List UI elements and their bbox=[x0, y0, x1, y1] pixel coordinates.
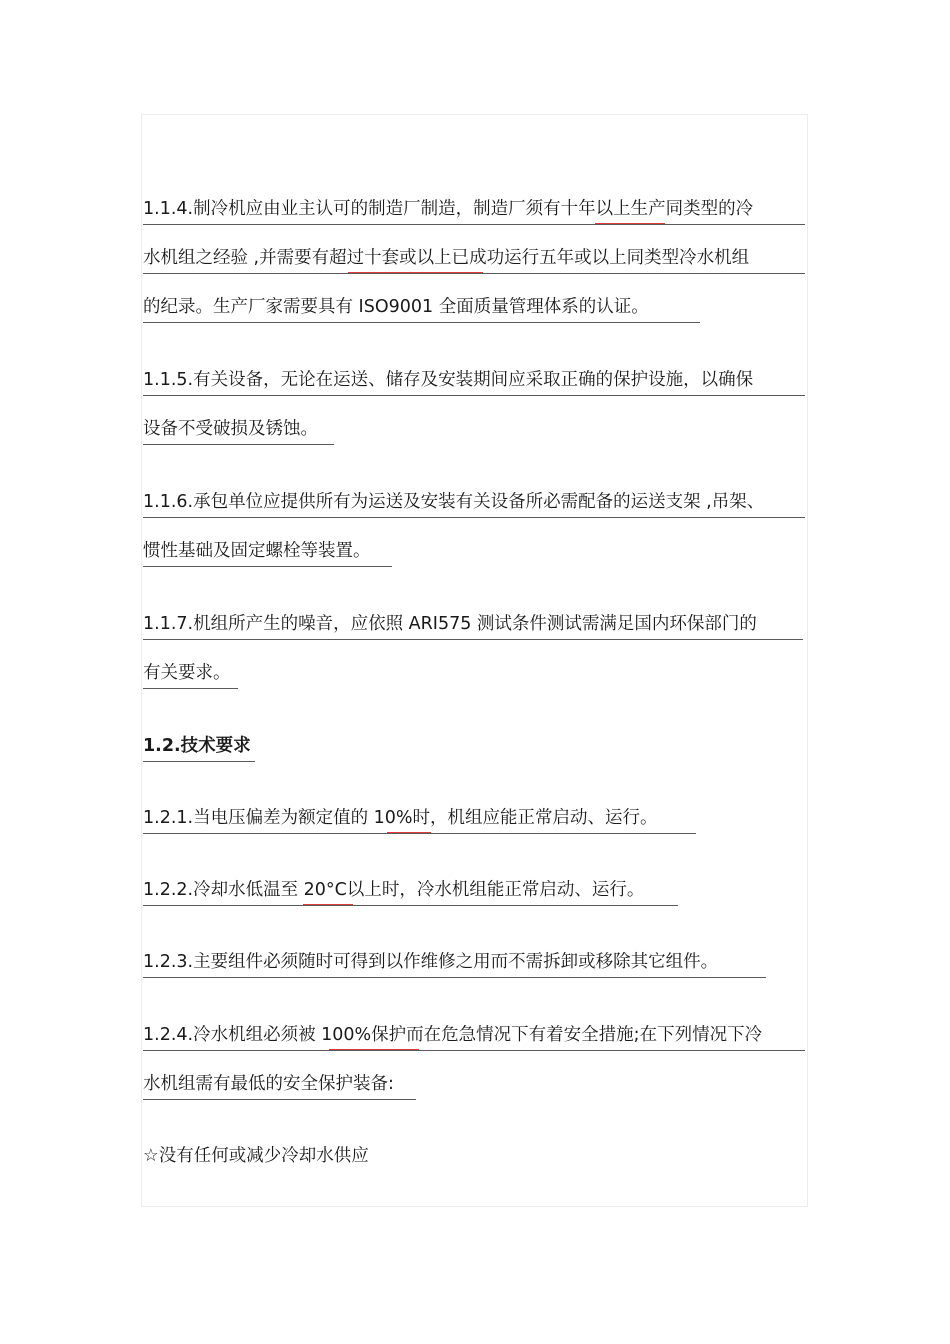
underline bbox=[143, 905, 678, 906]
underline bbox=[143, 395, 805, 396]
para-124-line-2: 水机组需有最低的安全保护装备: bbox=[143, 1074, 394, 1094]
underline bbox=[143, 566, 392, 567]
underline bbox=[143, 761, 255, 762]
underline bbox=[143, 1050, 805, 1051]
para-117-line-1: 1.1.7.机组所产生的噪音，应依照 ARI575 测试条件测试需满足国内环保部门的 bbox=[143, 614, 757, 634]
underline bbox=[143, 688, 238, 689]
para-114-line-2: 水机组之经验 ,并需要有超过十套或以上已成功运行五年或以上同类型冷水机组 bbox=[143, 248, 750, 268]
para-121: 1.2.1.当电压偏差为额定值的 10%时，机组应能正常启动、运行。 bbox=[143, 808, 658, 828]
para-116-line-1: 1.1.6.承包单位应提供所有为运送及安装有关设备所必需配备的运送支架 ,吊架、 bbox=[143, 492, 765, 512]
para-114-line-1: 1.1.4.制冷机应由业主认可的制造厂制造，制造厂须有十年以上生产同类型的冷 bbox=[143, 199, 754, 219]
underline bbox=[143, 639, 803, 640]
para-116-line-2: 惯性基础及固定螺栓等装置。 bbox=[143, 541, 371, 561]
spellcheck-mark bbox=[303, 904, 353, 905]
spellcheck-mark bbox=[329, 1049, 419, 1050]
spellcheck-mark bbox=[595, 223, 665, 224]
underline bbox=[143, 977, 766, 978]
para-124-line-1: 1.2.4.冷水机组必须被 100%保护而在危急情况下有着安全措施;在下列情况下冷 bbox=[143, 1025, 763, 1045]
para-123: 1.2.3.主要组件必须随时可得到以作维修之用而不需拆卸或移除其它组件。 bbox=[143, 952, 719, 972]
underline bbox=[143, 833, 696, 834]
para-117-line-2: 有关要求。 bbox=[143, 663, 231, 683]
para-115-line-2: 设备不受破损及锈蚀。 bbox=[143, 419, 318, 439]
underline bbox=[143, 273, 805, 274]
underline bbox=[143, 444, 334, 445]
para-115-line-1: 1.1.5.有关设备，无论在运送、储存及安装期间应采取正确的保护设施，以确保 bbox=[143, 370, 754, 390]
section-heading: 1.2.技术要求 bbox=[143, 736, 251, 756]
para-114-line-3: 的纪录。生产厂家需要具有 ISO9001 全面质量管理体系的认证。 bbox=[143, 297, 649, 317]
underline bbox=[143, 517, 805, 518]
bullet-item: ☆没有任何或减少冷却水供应 bbox=[143, 1146, 369, 1166]
underline bbox=[143, 322, 700, 323]
underline bbox=[143, 224, 805, 225]
underline bbox=[143, 1099, 416, 1100]
spellcheck-mark bbox=[387, 832, 431, 833]
para-122: 1.2.2.冷却水低温至 20°C以上时，冷水机组能正常启动、运行。 bbox=[143, 880, 645, 900]
spellcheck-mark bbox=[348, 272, 483, 273]
